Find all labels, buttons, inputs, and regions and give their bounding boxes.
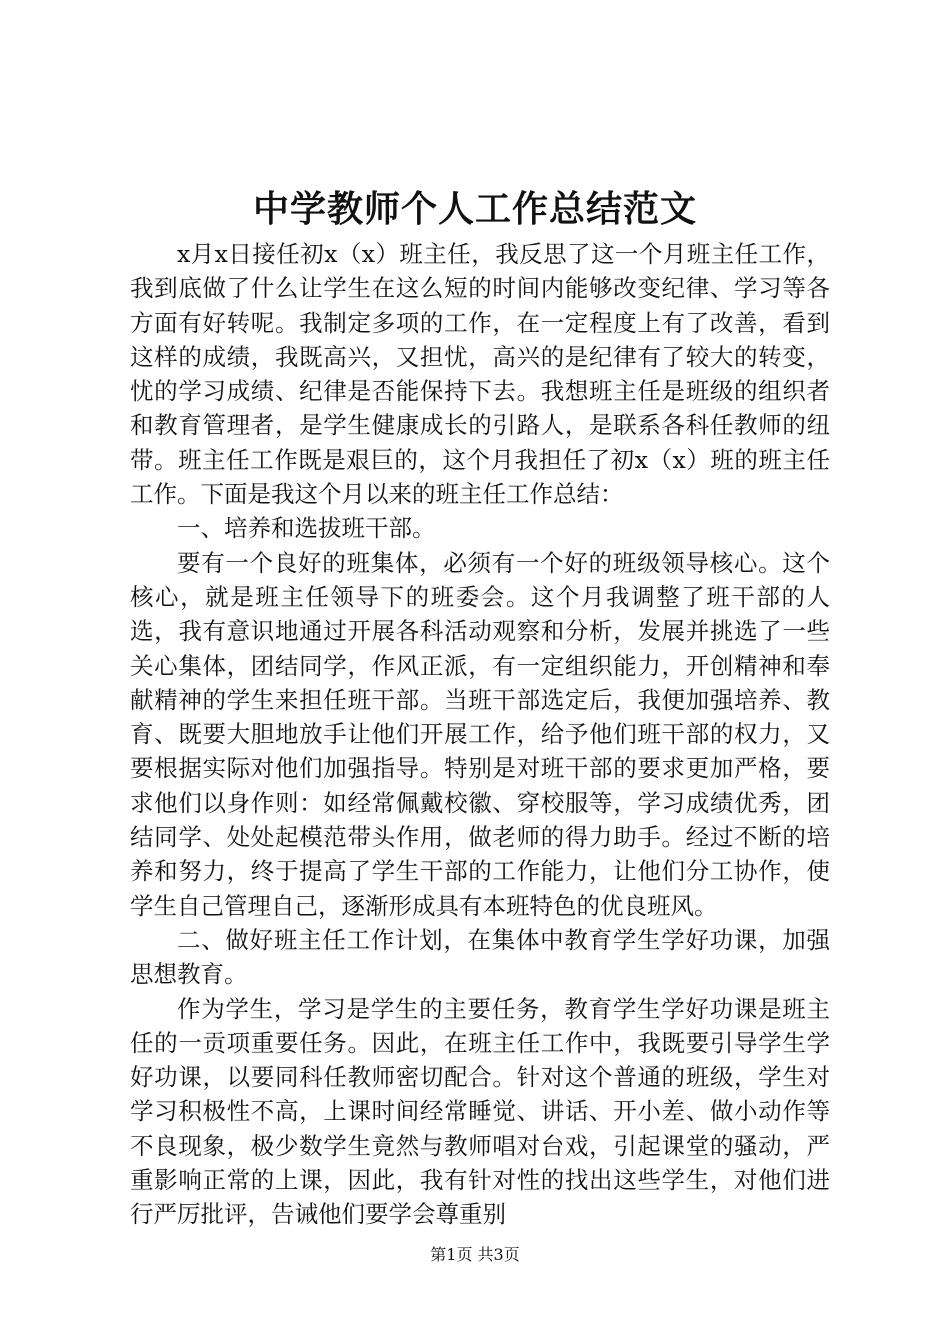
paragraph-intro: x月x日接任初x（x）班主任，我反思了这一个月班主任工作，我到底做了什么让学生在这么短的时间内能够改变纪律、学习等各方面有好转呢。我制定多项的工作，在一定程度上有了改善，看到这样的成绩，我既高兴，又担忧，高兴的是纪律有了较大的转变，忧的学习成绩、纪律是否能保持下去。我想班主任是班级的组织者和教育管理者，是学生健康成长的引路人，是联系各科任教师的纽带。班主任工作既是艰巨的，这个月我担任了初x（x）班的班主任工作。下面是我这个月以来的班主任工作总结： bbox=[130, 240, 830, 509]
section-heading-2: 二、做好班主任工作计划，在集体中教育学生学好功课，加强思想教育。 bbox=[130, 925, 830, 989]
document-body bbox=[130, 237, 830, 1232]
document-title: 中学教师个人工作总结范文 bbox=[252, 188, 697, 230]
section-heading-1: 一、培养和选拔班干部。 bbox=[177, 514, 436, 543]
paragraph-section-1: 要有一个良好的班集体，必须有一个好的班级领导核心。这个核心，就是班主任领导下的班委会。这个月我调整了班干部的人选，我有意识地通过开展各科活动观察和分析，发展并挑选了一些关心集体，团结同学，作风正派，有一定组织能力，开创精神和奉献精神的学生来担任班干部。当班干部选定后，我便加强培养、教育、既要大胆地放手让他们开展工作，给予他们班干部的权力，又要根据实际对他们加强指导。特别是对班干部的要求更加严格，要求他们以身作则：如经常佩戴校徽、穿校服等，学习成绩优秀，团结同学、处处起模范带头作用，做老师的得力助手。经过不断的培养和努力，终于提高了学生干部的工作能力，让他们分工协作，使学生自己管理自己，逐渐形成具有本班特色的优良班风。 bbox=[130, 548, 830, 920]
page-number-footer: 第1页 共3页 bbox=[430, 1245, 520, 1264]
paragraph-section-2: 作为学生，学习是学生的主要任务，教育学生学好功课是班主任的一贡项重要任务。因此，在班主任工作中，我既要引导学生学好功课，以要同科任教师密切配合。针对这个普通的班级，学生对学习积极性不高，上课时间经常睡觉、讲话、开小差、做小动作等不良现象，极少数学生竟然与教师唱对台戏，引起课堂的骚动，严重影响正常的上课，因此，我有针对性的找出这些学生，对他们进行严厉批评，告诫他们要学会尊重别 bbox=[130, 994, 830, 1229]
